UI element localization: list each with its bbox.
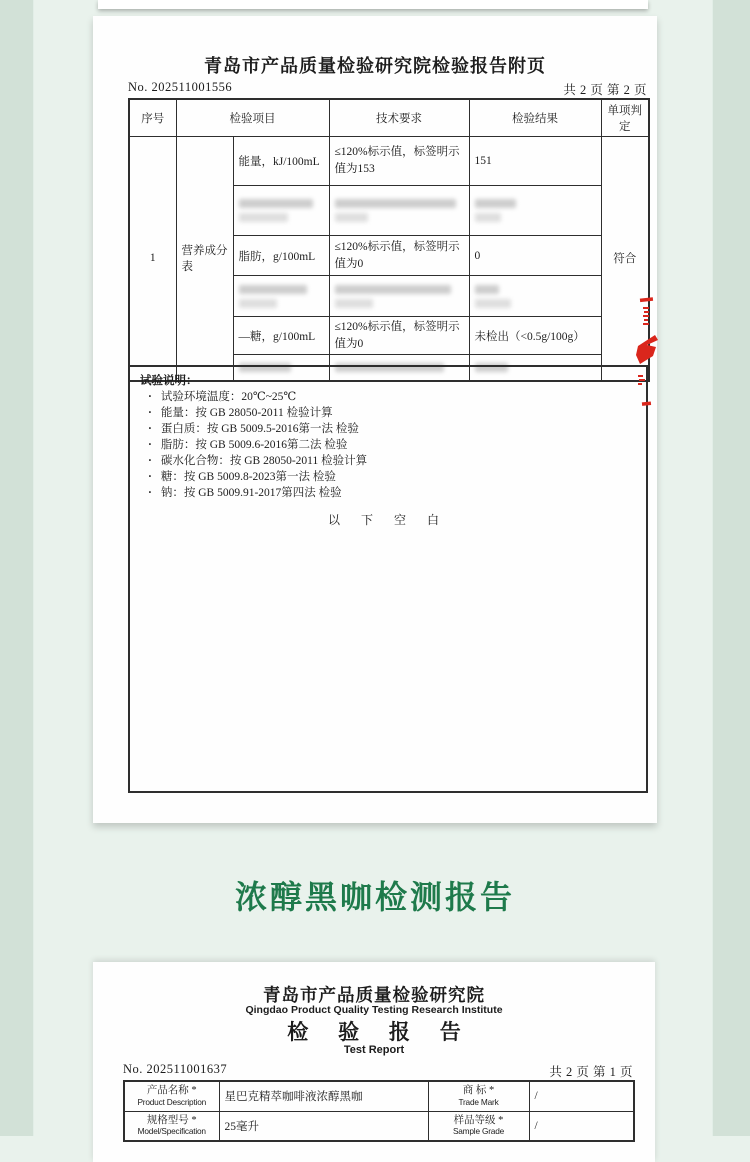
page-indicator: 共 2 页 第 2 页	[563, 83, 647, 97]
field-label	[124, 1081, 219, 1111]
field-label	[428, 1111, 529, 1141]
note-item: · 脂肪：按 GB 5009.6-2016第二法 检验	[148, 437, 636, 453]
verdict-value: 符合	[601, 137, 649, 381]
notes-title: 试验说明：	[140, 375, 198, 387]
previous-page-bottom-edge	[98, 0, 648, 9]
note-item: · 钠：按 GB 5009.91-2017第四法 检验	[148, 485, 636, 501]
field-value: 星巴克精萃咖啡液浓醇黑咖	[219, 1081, 428, 1111]
report-title-en: Test Report	[343, 1044, 405, 1056]
field-label-en: Model/Specification	[137, 1126, 206, 1137]
table-row	[124, 1111, 634, 1141]
report-title-cn: 检 验 报 告	[287, 1021, 461, 1044]
note-item: · 蛋白质：按 GB 5009.5-2016第一法 检验	[148, 421, 636, 437]
background-strip-left	[0, 0, 34, 1136]
institute-name-en: Qingdao Product Quality Testing Research Institute	[245, 1004, 503, 1016]
report-no-row	[128, 80, 647, 98]
field-value: /	[529, 1111, 634, 1141]
report-number: No. 202511001637	[123, 1062, 228, 1076]
note-item: · 碳水化合物：按 GB 28050-2011 检验计算	[148, 453, 636, 469]
tech-requirement: ≤120%标示值，标签明示值为153	[329, 137, 469, 186]
red-seal-fragment-icon	[632, 288, 668, 420]
field-value: /	[529, 1081, 634, 1111]
test-result: 0	[469, 236, 601, 276]
field-label	[428, 1081, 529, 1111]
note-item: · 试验环境温度：20℃~25℃	[148, 389, 636, 405]
tech-requirement: ≤120%标示值，标签明示值为0	[329, 317, 469, 355]
background-strip-right	[712, 0, 750, 1136]
product-info-table	[123, 1080, 635, 1142]
seq-number: 1	[129, 137, 176, 381]
report-appendix-title: 青岛市产品质量检验研究院检验报告附页	[204, 56, 546, 76]
field-label-cn: 样品等级 *	[453, 1114, 504, 1126]
item-name: 能量，kJ/100mL	[233, 137, 329, 186]
redacted-item	[233, 186, 329, 236]
item-name: —糖，g/100mL	[233, 317, 329, 355]
field-label-en: Sample Grade	[452, 1126, 505, 1137]
table-header-row	[129, 99, 649, 137]
field-label	[124, 1111, 219, 1141]
col-header-seq: 序号	[129, 99, 176, 137]
col-header-item: 检验项目	[176, 99, 329, 137]
col-header-result: 检验结果	[469, 99, 601, 137]
report-appendix-page	[93, 16, 657, 823]
inspection-result-table	[128, 98, 650, 382]
redacted-item	[233, 276, 329, 317]
field-value: 25毫升	[219, 1111, 428, 1141]
field-label-cn: 商 标 *	[462, 1085, 495, 1097]
tech-requirement: ≤120%标示值，标签明示值为0	[329, 236, 469, 276]
institute-name-cn: 青岛市产品质量检验研究院	[263, 985, 485, 1005]
field-label-en: Trade Mark	[458, 1096, 499, 1107]
field-label-en: Product Description	[137, 1096, 207, 1107]
redacted-result	[469, 186, 601, 236]
field-label-cn: 产品名称 *	[146, 1085, 197, 1097]
table-row	[129, 137, 649, 186]
page-indicator: 共 2 页 第 1 页	[549, 1065, 633, 1079]
item-name: 脂肪，g/100mL	[233, 236, 329, 276]
item-group-label: 营养成分表	[176, 137, 233, 381]
blank-below-note: 以 下 空 白	[327, 513, 448, 527]
test-result: 未检出（<0.5g/100g）	[469, 317, 601, 355]
field-label-cn: 规格型号 *	[146, 1114, 197, 1126]
col-header-verdict: 单项判定	[601, 99, 649, 137]
test-result: 151	[469, 137, 601, 186]
col-header-requirement: 技术要求	[329, 99, 469, 137]
test-notes-box	[128, 365, 648, 793]
section-title-black-coffee-report: 浓醇黑咖检测报告	[234, 879, 515, 915]
report-no-row	[123, 1062, 633, 1080]
note-item: · 能量：按 GB 28050-2011 检验计算	[148, 405, 636, 421]
test-report-page	[93, 962, 655, 1162]
redacted-requirement	[329, 186, 469, 236]
notes-list	[140, 389, 636, 501]
note-item: · 糖：按 GB 5009.8-2023第一法 检验	[148, 469, 636, 485]
redacted-result	[469, 276, 601, 317]
table-row	[124, 1081, 634, 1111]
redacted-requirement	[329, 276, 469, 317]
report-number: No. 202511001556	[128, 80, 233, 94]
